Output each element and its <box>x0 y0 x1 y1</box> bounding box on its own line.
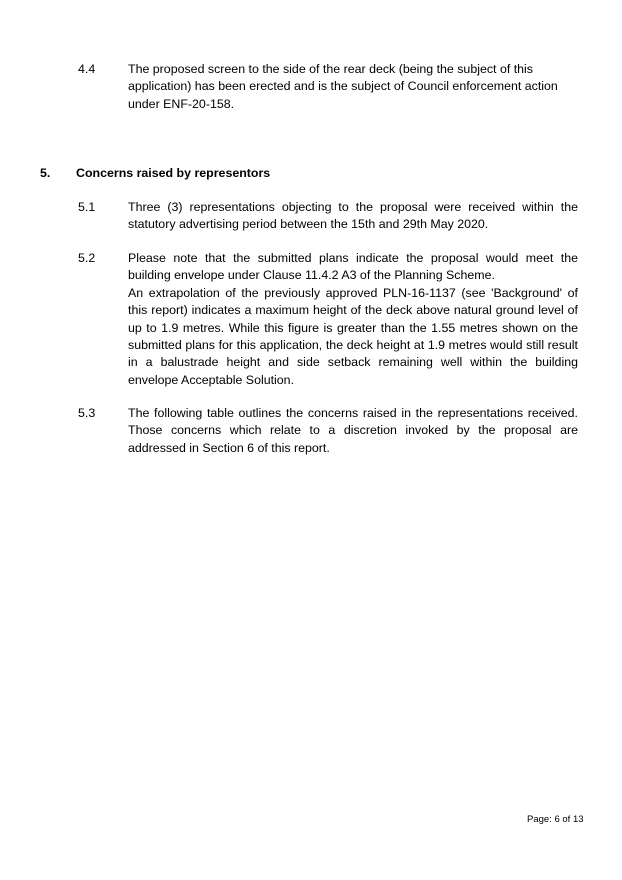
section-number: 5. <box>40 166 51 180</box>
paragraph-4-4 <box>78 61 578 113</box>
section-title: Concerns raised by representors <box>76 166 271 180</box>
page-number: Page: 6 of 13 <box>527 814 584 825</box>
paragraph-text-continued: An extrapolation of the previously approved PLN-16-1137 (see 'Background' of this report) indicates a maximum height of the deck above natural ground level of up to 1.9 metres. While this figure is greater than the 1.55 metres shown on the submitted plans for this application, the deck height at 1.9 metres would still result in a balustrade height and side setback remaining well within the building envelope Acceptable Solution. <box>128 285 578 387</box>
paragraph-number: 5.3 <box>78 406 96 420</box>
paragraph-number: 5.1 <box>78 200 96 214</box>
paragraph-5-2 <box>78 250 578 389</box>
paragraph-5-3 <box>78 405 578 457</box>
paragraph-5-1 <box>78 199 578 234</box>
paragraph-text: Three (3) representations objecting to the proposal were received within the statutory advertising period between the 15th and 29th May 2020. <box>128 200 578 232</box>
paragraph-number: 5.2 <box>78 251 96 265</box>
paragraph-text: The proposed screen to the side of the rear deck (being the subject of this application) has been erected and is the subject of Council enforcement action under ENF-20-158. <box>128 62 558 111</box>
paragraph-text: Please note that the submitted plans indicate the proposal would meet the building envelope under Clause 11.4.2 A3 of the Planning Scheme. <box>128 251 578 283</box>
paragraph-number: 4.4 <box>78 62 96 76</box>
paragraph-text: The following table outlines the concerns raised in the representations received. Those concerns which relate to a discretion invoked by the proposal are addressed in Section 6 of this report. <box>128 406 578 455</box>
section-heading <box>40 165 270 182</box>
